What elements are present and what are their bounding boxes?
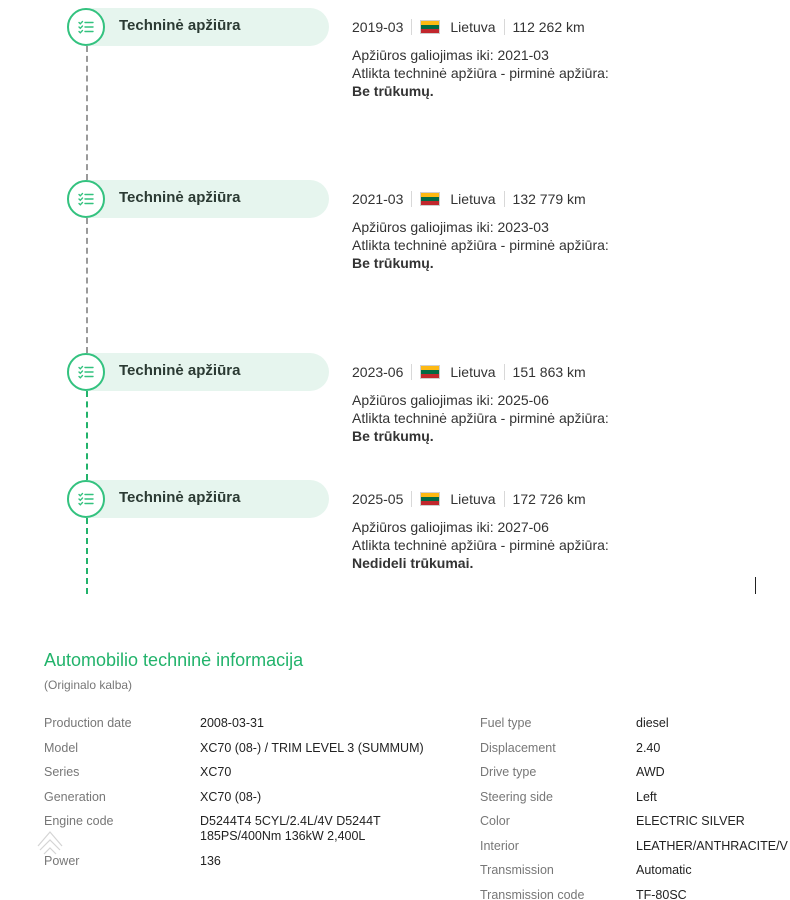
spec-row [480, 814, 790, 839]
event-result: Be trūkumų. [352, 83, 434, 99]
event-mileage: 112 262 km [512, 19, 585, 35]
spec-label: Displacement [480, 740, 556, 755]
spec-row [480, 790, 790, 815]
event-country: Lietuva [450, 191, 496, 207]
timeline-connector [86, 391, 88, 480]
spec-label: Interior [480, 838, 519, 853]
spec-label: Power [44, 854, 80, 868]
spec-label: Engine code [44, 814, 114, 828]
spec-row [44, 814, 464, 854]
spec-value: 136 [200, 854, 221, 868]
spec-table-left [44, 716, 464, 879]
spec-label: Drive type [480, 765, 537, 779]
separator [504, 491, 505, 507]
spec-label: Series [44, 765, 80, 779]
spec-row [480, 741, 790, 766]
event-country: Lietuva [450, 491, 496, 507]
spec-row [480, 765, 790, 790]
lithuania-flag-icon [420, 20, 440, 34]
event-country: Lietuva [450, 364, 496, 380]
event-date: 2019-03 [352, 19, 404, 35]
spec-label: Transmission [480, 863, 554, 877]
event-validity: Apžiūros galiojimas iki: 2025-06 [352, 392, 549, 408]
spec-label: Color [480, 814, 510, 828]
spec-value: 2.40 [636, 740, 661, 755]
separator [411, 491, 412, 507]
timeline-connector [86, 46, 88, 180]
lithuania-flag-icon [420, 365, 440, 379]
lithuania-flag-icon [420, 492, 440, 506]
spec-row [44, 741, 464, 766]
spec-value: TF-80SC [636, 887, 687, 900]
checklist-icon [76, 362, 96, 382]
spec-row [480, 839, 790, 864]
event-details [352, 189, 772, 272]
checklist-icon [76, 17, 96, 37]
event-result: Be trūkumų. [352, 255, 434, 271]
spec-row [44, 854, 464, 879]
spec-value: ELECTRIC SILVER [636, 814, 745, 828]
event-mileage: 172 726 km [512, 491, 586, 507]
event-result: Nedideli trūkumai. [352, 555, 474, 571]
spec-label: Production date [44, 716, 132, 730]
event-date: 2025-05 [352, 491, 404, 507]
event-icon-circle [67, 180, 105, 218]
spec-value: D5244T4 5CYL/2.4L/4V D5244T 185PS/400Nm 136kW 2,400L [200, 814, 381, 843]
spec-label: Fuel type [480, 716, 532, 730]
spec-label: Transmission code [480, 887, 585, 900]
spec-label: Steering side [480, 789, 553, 804]
event-icon-circle [67, 353, 105, 391]
event-details [352, 362, 772, 445]
spec-value: XC70 (08-) [200, 789, 262, 804]
event-performed: Atlikta techninė apžiūra - pirminė apžiūra: [352, 537, 609, 553]
timeline-connector [86, 218, 88, 353]
timeline-connector [86, 518, 88, 594]
text-cursor [755, 577, 756, 594]
checklist-icon [76, 189, 96, 209]
spec-value: AWD [636, 765, 665, 779]
event-icon-circle [67, 8, 105, 46]
event-date: 2021-03 [352, 191, 404, 207]
watermark-logo-icon [34, 826, 66, 858]
event-date: 2023-06 [352, 364, 404, 380]
event-performed: Atlikta techninė apžiūra - pirminė apžiūra: [352, 410, 609, 426]
event-title: Techninė apžiūra [119, 189, 241, 206]
checklist-icon [76, 489, 96, 509]
event-title: Techninė apžiūra [119, 489, 241, 506]
separator [504, 191, 505, 207]
lithuania-flag-icon [420, 192, 440, 206]
spec-row [44, 790, 464, 815]
spec-row [480, 716, 790, 741]
spec-label: Generation [44, 789, 106, 804]
event-title: Techninė apžiūra [119, 362, 241, 379]
event-mileage: 132 779 km [512, 191, 586, 207]
event-country: Lietuva [450, 19, 496, 35]
event-result: Be trūkumų. [352, 428, 434, 444]
event-validity: Apžiūros galiojimas iki: 2027-06 [352, 519, 549, 535]
spec-row [480, 863, 790, 888]
spec-table-right [480, 716, 790, 900]
separator [411, 191, 412, 207]
separator [411, 364, 412, 380]
spec-value: LEATHER/ANTHRACITE/V [636, 838, 788, 853]
spec-row [480, 888, 790, 900]
event-title: Techninė apžiūra [119, 17, 241, 34]
event-details [352, 489, 772, 572]
event-details [352, 17, 772, 100]
event-performed: Atlikta techninė apžiūra - pirminė apžiūra: [352, 65, 609, 81]
section-subtitle: (Originalo kalba) [44, 678, 133, 692]
event-validity: Apžiūros galiojimas iki: 2023-03 [352, 219, 549, 235]
spec-row [44, 716, 464, 741]
section-title: Automobilio techninė informacija [44, 650, 304, 670]
spec-row [44, 765, 464, 790]
separator [504, 19, 505, 35]
spec-value: XC70 (08-) / TRIM LEVEL 3 (SUMMUM) [200, 740, 424, 755]
spec-label: Model [44, 740, 79, 755]
separator [504, 364, 505, 380]
spec-value: Left [636, 789, 657, 804]
spec-value: Automatic [636, 863, 692, 877]
spec-value: 2008-03-31 [200, 716, 264, 730]
event-mileage: 151 863 km [512, 364, 586, 380]
event-validity: Apžiūros galiojimas iki: 2021-03 [352, 47, 549, 63]
event-performed: Atlikta techninė apžiūra - pirminė apžiūra: [352, 237, 609, 253]
separator [411, 19, 412, 35]
spec-value: diesel [636, 716, 669, 730]
event-icon-circle [67, 480, 105, 518]
spec-value: XC70 [200, 765, 232, 779]
